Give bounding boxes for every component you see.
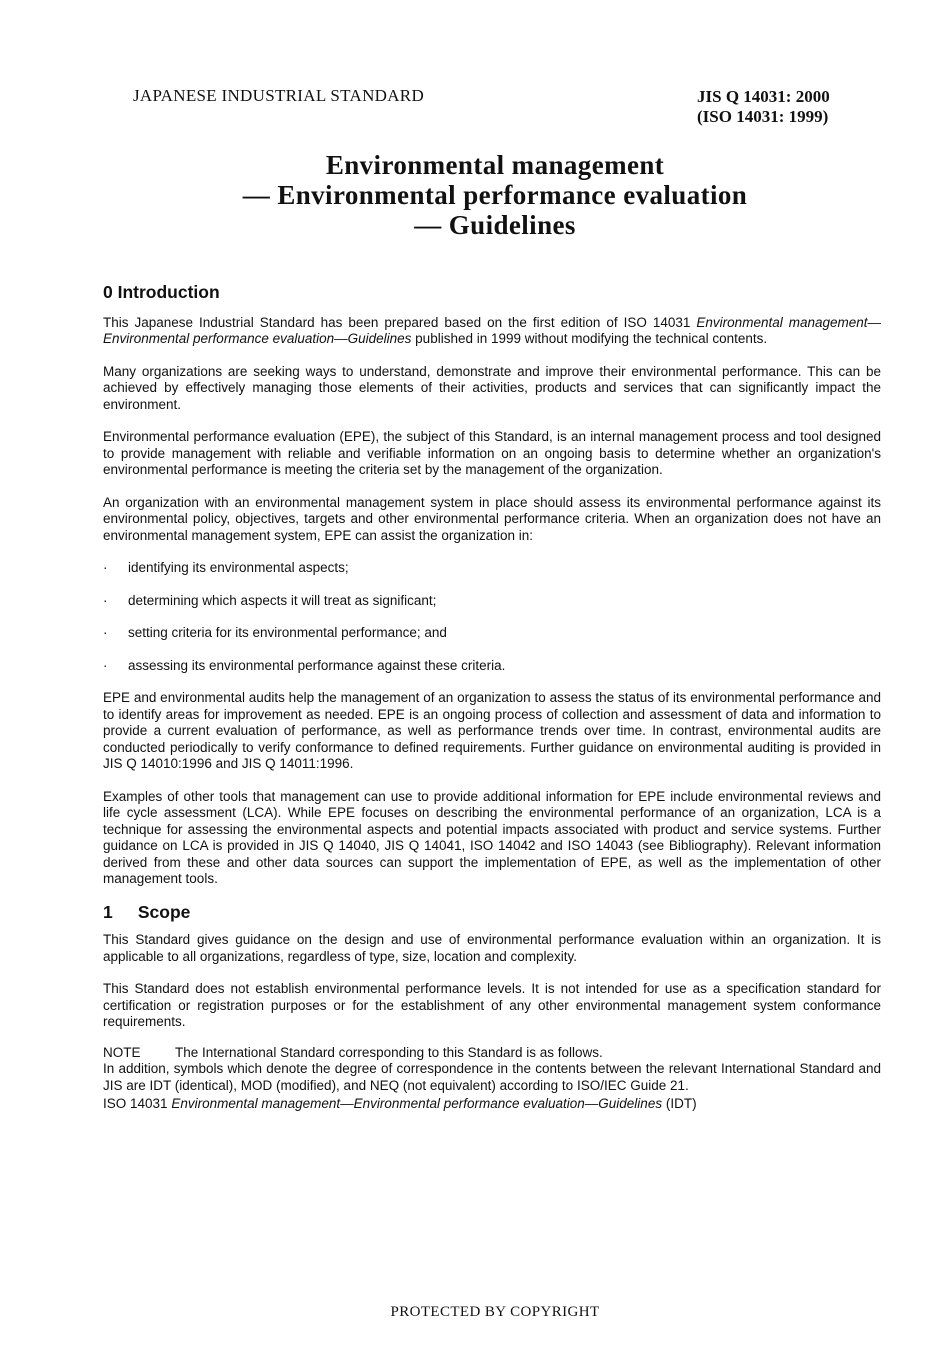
list-item [103, 560, 881, 577]
section-number: 1 [103, 901, 113, 922]
jis-number: JIS Q 14031: 2000 [697, 87, 830, 106]
section-number: 0 [103, 282, 113, 302]
list-item-text: determining which aspects it will treat as significant; [128, 592, 437, 608]
text-run: This Japanese Industrial Standard has been prepared based on the first edition of ISO 14031 [103, 314, 697, 330]
title-line-3: — Guidelines [414, 210, 576, 240]
bullet-icon: · [103, 625, 108, 640]
list-item [103, 625, 881, 642]
standard-number [697, 87, 830, 127]
list-item-text: identifying its environmental aspects; [128, 560, 349, 575]
title-line-2: — Environmental performance evaluation [242, 180, 748, 210]
note-paragraph: In addition, symbols which denote the degree of correspondence in the contents between the relevant International Standard and JIS are IDT (identical), MOD (modified), and NEQ (not equivalent) according to ISO/IEC Guide 21. [103, 1061, 881, 1093]
document-body [103, 284, 881, 1113]
document-title [100, 150, 890, 240]
text-run: (IDT) [662, 1096, 697, 1111]
paragraph: This Standard gives guidance on the design and use of environmental performance evaluation within an organization. It is applicable to all organizations, regardless of type, size, location and complexity. [103, 932, 881, 964]
italic-title-ref: Environmental management—Environmental performance evaluation—Guidelines [171, 1096, 663, 1111]
note [103, 1045, 881, 1062]
list-item [103, 658, 881, 675]
paragraph: An organization with an environmental management system in place should assess its environmental performance against its environmental policy, objectives, targets and other environmental performance criteria. When an organization does not have an environmental management system, EPE can assist the organization in: [103, 494, 881, 543]
paragraph: Environmental performance evaluation (EPE), the subject of this Standard, is an internal management process and tool designed to provide management with reliable and verifiable information on an ongoing basis to determine whether an organization's environmental performance is meeting the criteria set by the management of the organization. [103, 429, 881, 477]
paragraph: This Standard does not establish environmental performance levels. It is not intended for use as a specification standard for certification or registration purposes or for the establishment of any other environmental management system conformance requirements. [103, 981, 881, 1029]
note-reference [103, 1096, 881, 1113]
list-item [103, 593, 881, 610]
section-title: Introduction [117, 282, 220, 302]
italic-title-ref: Environmental management—Environmental performance evaluation—Guidelines [103, 314, 882, 346]
bullet-icon: · [103, 657, 108, 673]
paragraph: EPE and environmental audits help the management of an organization to assess the status of its environmental performance and to identify areas for improvement as needed. EPE is an ongoing process of collection and assessment of data and information to provide a current evaluation of performance, as well as performance trends over time. In contrast, environmental audits are conducted periodically to verify conformance to defined requirements. Further guidance on environmental auditing is provided in JIS Q 14010:1996 and JIS Q 14011:1996. [103, 690, 881, 771]
note-text: The International Standard corresponding to this Standard is as follows. [175, 1044, 603, 1060]
list-item-text: setting criteria for its environmental performance; and [128, 625, 447, 640]
section-heading-introduction [103, 284, 881, 301]
section-title: Scope [137, 901, 191, 922]
bullet-icon: · [103, 592, 108, 608]
title-line-1: Environmental management [325, 150, 665, 180]
paragraph: Many organizations are seeking ways to understand, demonstrate and improve their environmental performance. This can be achieved by effectively managing those elements of their activities, products and services that can significantly impact the environment. [103, 363, 881, 412]
copyright-footer: PROTECTED BY COPYRIGHT [390, 1304, 600, 1320]
bullet-icon: · [103, 560, 108, 575]
iso-number: (ISO 14031: 1999) [697, 107, 829, 126]
paragraph [103, 315, 881, 348]
standard-type-label: JAPANESE INDUSTRIAL STANDARD [133, 86, 425, 105]
text-run: published in 1999 without modifying the technical contents. [411, 331, 768, 346]
bullet-list [103, 560, 881, 674]
paragraph: Examples of other tools that management can use to provide additional information for EPE include environmental reviews and life cycle assessment (LCA). While EPE focuses on describing the environmental performance of an organization, LCA is a technique for assessing the environmental aspects and potential impacts associated with product and service systems. Further guidance on LCA is provided in JIS Q 14040, JIS Q 14041, ISO 14042 and ISO 14043 (see Bibliography). Relevant information derived from these and other data sources can support the implementation of EPE, as well as the implementation of other management tools. [103, 788, 881, 886]
section-heading-scope [103, 901, 881, 922]
list-item-text: assessing its environmental performance against these criteria. [128, 657, 506, 673]
text-run: ISO 14031 [103, 1096, 172, 1111]
note-label: NOTE [103, 1044, 141, 1060]
